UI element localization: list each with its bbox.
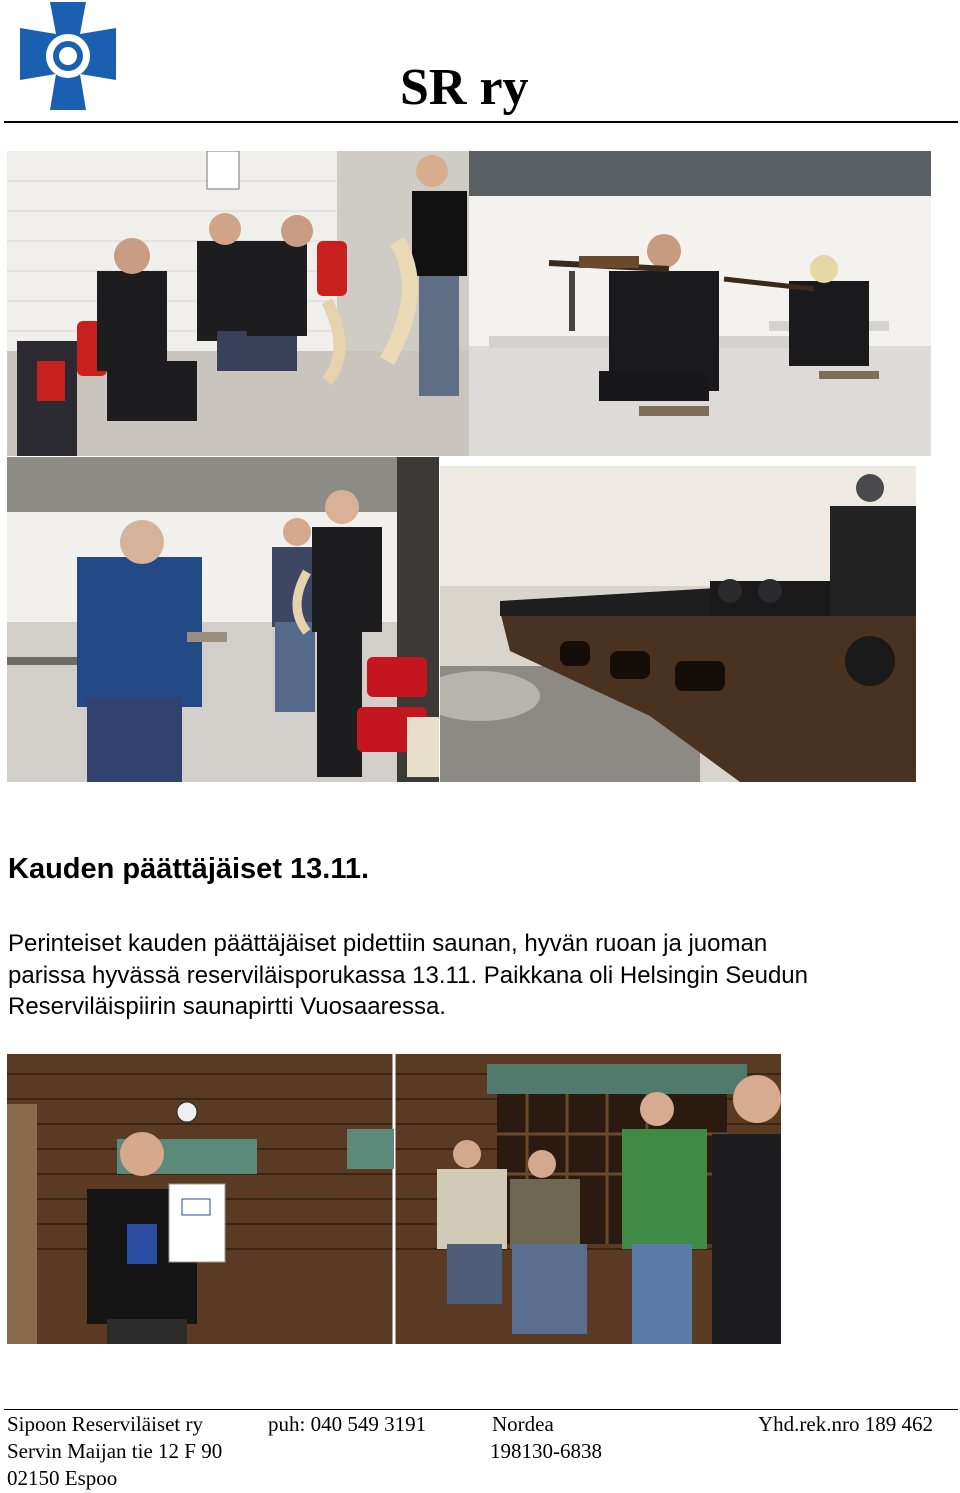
people-seated-waiting-photo xyxy=(7,151,469,456)
article-line: parissa hyvässä reserviläisporukassa 13.11. Paikkana oli Helsingin Seudun xyxy=(8,961,808,989)
footer-account: 198130-6838 xyxy=(490,1439,602,1463)
blue-cross-emblem-icon xyxy=(16,2,120,110)
footer-org: Sipoon Reserviläiset ry xyxy=(7,1412,203,1436)
footer-bank: Nordea xyxy=(492,1412,554,1436)
logo xyxy=(16,2,120,110)
article-line: Reserviläispiirin saunapirtti Vuosaaressa. xyxy=(8,993,446,1020)
footer-rule xyxy=(4,1409,958,1410)
footer-phone: puh: 040 549 3191 xyxy=(268,1412,427,1436)
article-heading: Kauden päättäjäiset 13.11. xyxy=(8,853,370,885)
page-title: SR ry xyxy=(400,59,529,116)
article-body xyxy=(8,928,948,1023)
footer-city: 02150 Espoo xyxy=(7,1466,118,1490)
footer-reg: Yhd.rek.nro 189 462 xyxy=(758,1412,933,1436)
sauna-cabin-diploma-photo xyxy=(7,1054,781,1344)
footer-street: Servin Maijan tie 12 F 90 xyxy=(7,1439,223,1463)
article-line: Perinteiset kauden päättäjäiset pidettiin saunan, hyvän ruoan ja juoman xyxy=(8,930,768,957)
shooting-range-rifles-photo xyxy=(469,151,931,456)
air-rifle-closeup-photo xyxy=(440,466,916,782)
men-standing-range-hall-photo xyxy=(7,457,439,782)
header-rule xyxy=(4,121,958,123)
